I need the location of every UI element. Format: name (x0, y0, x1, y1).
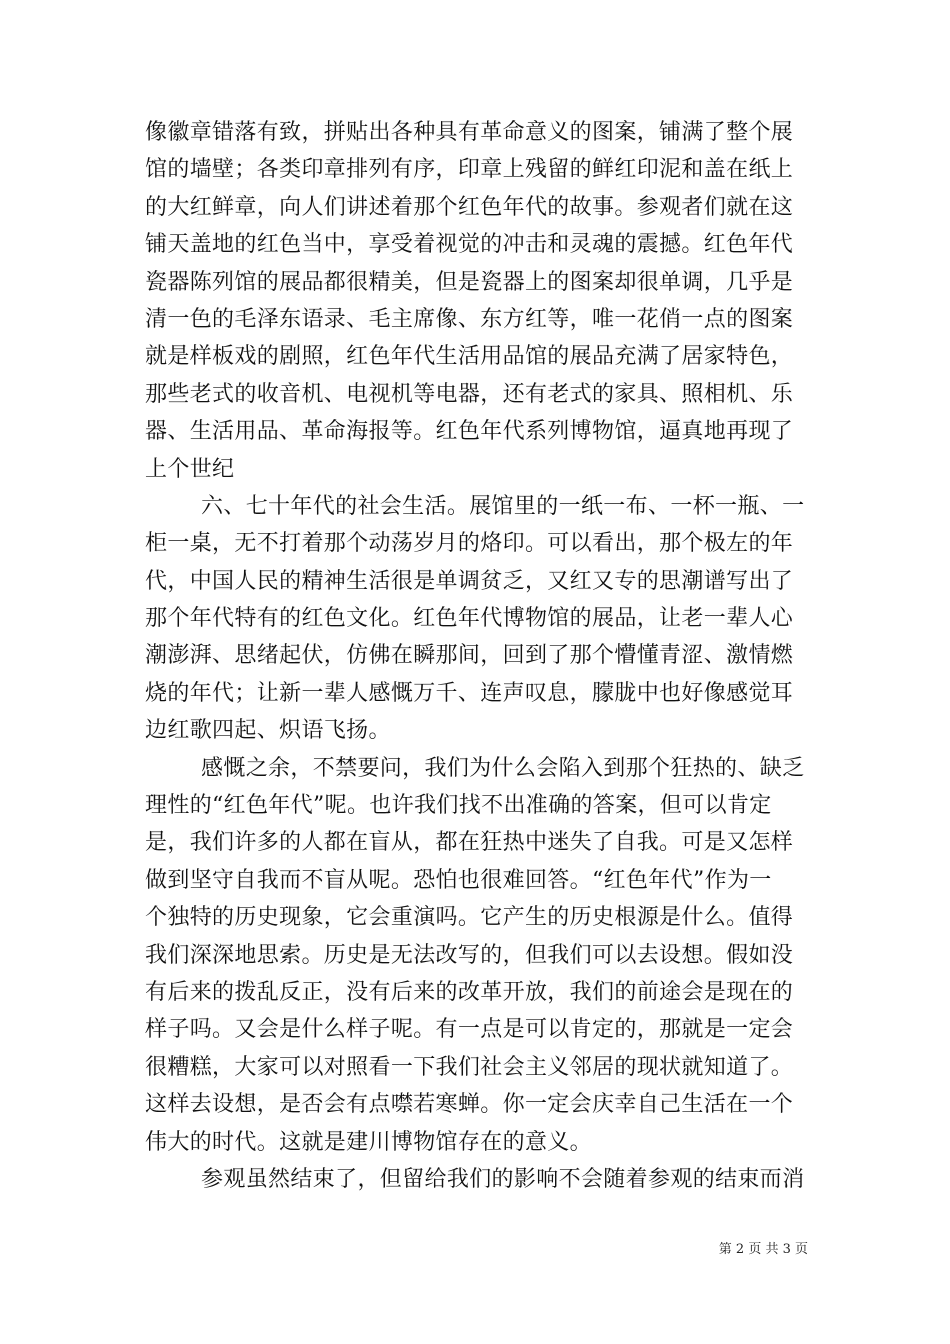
text-line: 馆的墙壁；各类印章排列有序，印章上残留的鲜红印泥和盖在纸上 (145, 157, 794, 183)
text-line: 的大红鲜章，向人们讲述着那个红色年代的故事。参观者们就在这 (145, 194, 794, 220)
text-line: 感慨之余，不禁要问，我们为什么会陷入到那个狂热的、缺乏 (201, 755, 805, 781)
text-line: 清一色的毛泽东语录、毛主席像、东方红等，唯一花俏一点的图案 (145, 306, 794, 332)
text-line: 瓷器陈列馆的展品都很精美，但是瓷器上的图案却很单调，几乎是 (145, 269, 794, 295)
text-line: 边红歌四起、炽语飞扬。 (145, 718, 391, 744)
text-line: 这样去设想，是否会有点噤若寒蝉。你一定会庆幸自己生活在一个 (145, 1092, 794, 1118)
text-line: 参观虽然结束了，但留给我们的影响不会随着参观的结束而消 (201, 1166, 805, 1192)
text-line: 就是样板戏的剧照，红色年代生活用品馆的展品充满了居家特色， (145, 344, 794, 370)
text-line: 上个世纪 (145, 456, 235, 482)
text-line: 很糟糕，大家可以对照看一下我们社会主义邻居的现状就知道了。 (145, 1054, 794, 1080)
text-line: 伟大的时代。这就是建川博物馆存在的意义。 (145, 1129, 593, 1155)
text-line: 器、生活用品、革命海报等。红色年代系列博物馆，逼真地再现了 (145, 419, 794, 445)
text-line: 理性的“红色年代”呢。也许我们找不出准确的答案，但可以肯定 (145, 793, 772, 819)
text-line: 有后来的拨乱反正，没有后来的改革开放，我们的前途会是现在的 (145, 979, 794, 1005)
text-line: 潮澎湃、思绪起伏，仿佛在瞬那间，回到了那个懵懂青涩、激情燃 (145, 643, 794, 669)
text-line: 烧的年代；让新一辈人感慨万千、连声叹息，朦胧中也好像感觉耳 (145, 680, 794, 706)
text-line: 是，我们许多的人都在盲从，都在狂热中迷失了自我。可是又怎样 (145, 830, 794, 856)
document-body (145, 114, 807, 1198)
text-line: 我们深深地思索。历史是无法改写的，但我们可以去设想。假如没 (145, 942, 794, 968)
page-number: 第 2 页 共 3 页 (718, 1242, 808, 1257)
text-line: 做到坚守自我而不盲从呢。恐怕也很难回答。“红色年代”作为一 (145, 867, 772, 893)
text-line: 那个年代特有的红色文化。红色年代博物馆的展品，让老一辈人心 (145, 606, 794, 632)
text-line: 样子吗。又会是什么样子呢。有一点是可以肯定的，那就是一定会 (145, 1017, 794, 1043)
text-line: 代，中国人民的精神生活很是单调贫乏，又红又专的思潮谱写出了 (145, 568, 794, 594)
text-line: 六、七十年代的社会生活。展馆里的一纸一布、一杯一瓶、一 (201, 493, 805, 519)
text-line: 那些老式的收音机、电视机等电器，还有老式的家具、照相机、乐 (145, 381, 794, 407)
text-line: 柜一桌，无不打着那个动荡岁月的烙印。可以看出，那个极左的年 (145, 531, 794, 557)
text-line: 铺天盖地的红色当中，享受着视觉的冲击和灵魂的震撼。红色年代 (145, 232, 794, 258)
text-line: 个独特的历史现象，它会重演吗。它产生的历史根源是什么。值得 (145, 905, 794, 931)
text-line: 像徽章错落有致，拼贴出各种具有革命意义的图案，铺满了整个展 (145, 120, 794, 145)
